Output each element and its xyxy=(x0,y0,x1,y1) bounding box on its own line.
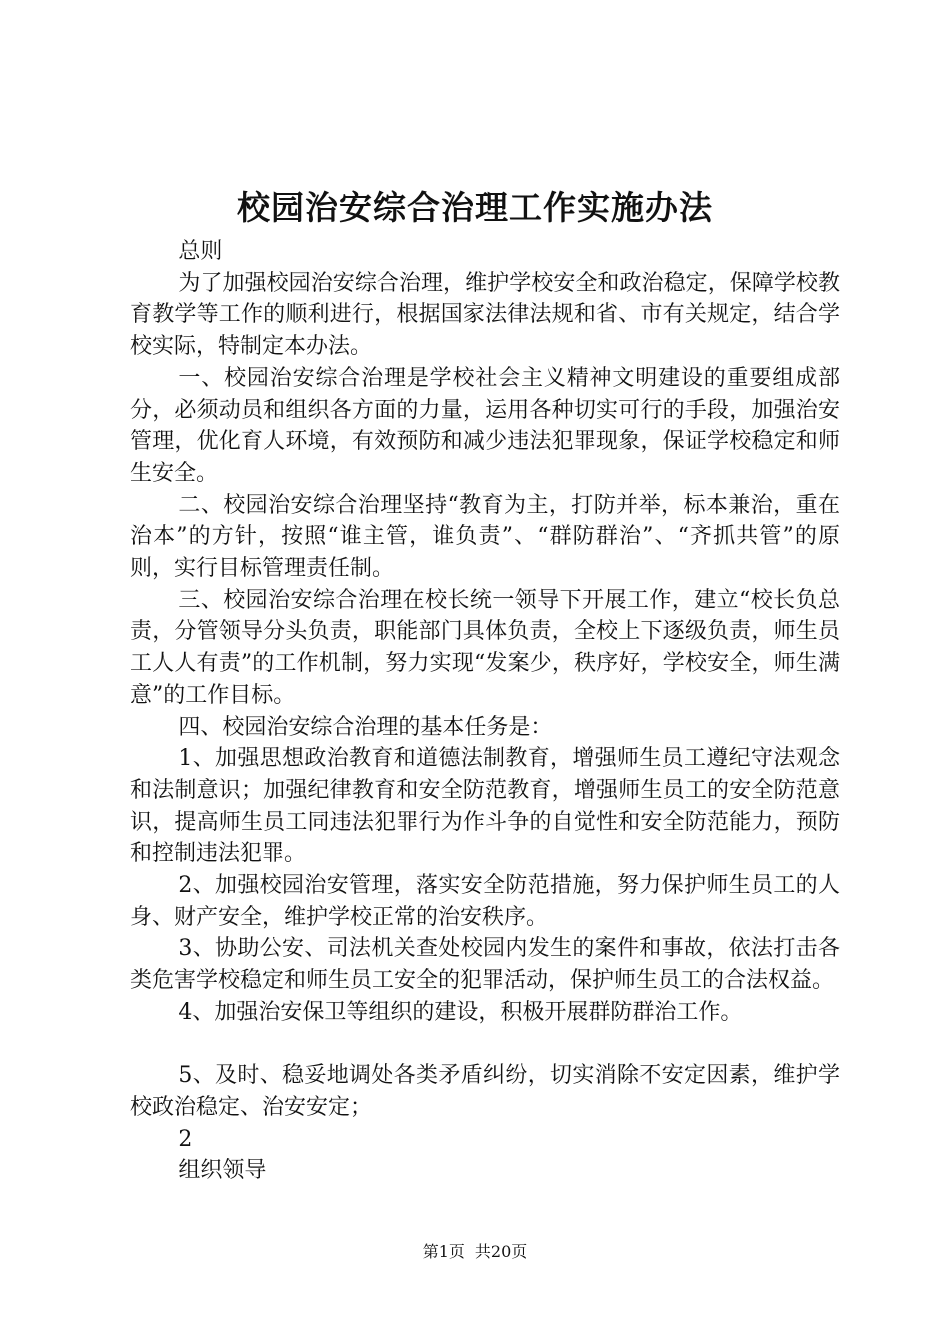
paragraph-item-4: 四、校园治安综合治理的基本任务是： xyxy=(178,714,553,740)
paragraph-item-3: 三、校园治安综合治理在校长统一领导下开展工作，建立“校长负总责，分管领导分头负责，职能部门具体负责，全校上下逐级负责，师生员工人人有责”的工作机制，努力实现“发案少，秩序好，学校安全，师生满意”的工作目标。 xyxy=(130,587,840,708)
page-footer xyxy=(0,1240,950,1264)
section-number: 2 xyxy=(178,1126,193,1152)
section-heading-organization: 组织领导 xyxy=(178,1158,267,1184)
blank-line xyxy=(130,1029,840,1061)
task-item-3: 3、协助公安、司法机关查处校园内发生的案件和事故，依法打击各类危害学校稳定和师生员工安全的犯罪活动，保护师生员工的合法权益。 xyxy=(130,936,840,994)
paragraph-item-2: 二、校园治安综合治理坚持“教育为主，打防并举，标本兼治，重在治本”的方针，按照“谁主管，谁负责”、“群防群治”、“齐抓共管”的原则，实行目标管理责任制。 xyxy=(130,492,840,582)
section-heading-general: 总则 xyxy=(178,239,223,264)
task-item-1: 1、加强思想政治教育和道德法制教育，增强师生员工遵纪守法观念和法制意识；加强纪律教育和安全防范教育，增强师生员工的安全防范意识，提高师生员工同违法犯罪行为作斗争的自觉性和安全防范能力，预防和控制违法犯罪。 xyxy=(130,746,840,867)
task-item-5: 5、及时、稳妥地调处各类矛盾纠纷，切实消除不安定因素，维护学校政治稳定、治安安定； xyxy=(130,1063,840,1120)
paragraph-item-1: 一、校园治安综合治理是学校社会主义精神文明建设的重要组成部分，必须动员和组织各方面的力量，运用各种切实可行的手段，加强治安管理，优化育人环境，有效预防和减少违法犯罪现象，保证学校稳定和师生安全。 xyxy=(130,365,840,486)
page-total: 共20页 xyxy=(474,1242,528,1261)
page-number: 第1页 xyxy=(422,1242,465,1261)
paragraph-purpose: 为了加强校园治安综合治理，维护学校安全和政治稳定，保障学校教育教学等工作的顺利进行，根据国家法律法规和省、市有关规定，结合学校实际，特制定本办法。 xyxy=(130,270,840,360)
document-title: 校园治安综合治理工作实施办法 xyxy=(237,188,713,227)
task-item-4: 4、加强治安保卫等组织的建设，积极开展群防群治工作。 xyxy=(178,999,743,1025)
task-item-2: 2、加强校园治安管理，落实安全防范措施，努力保护师生员工的人身、财产安全，维护学校正常的治安秩序。 xyxy=(130,873,840,930)
document-body xyxy=(130,236,840,1187)
